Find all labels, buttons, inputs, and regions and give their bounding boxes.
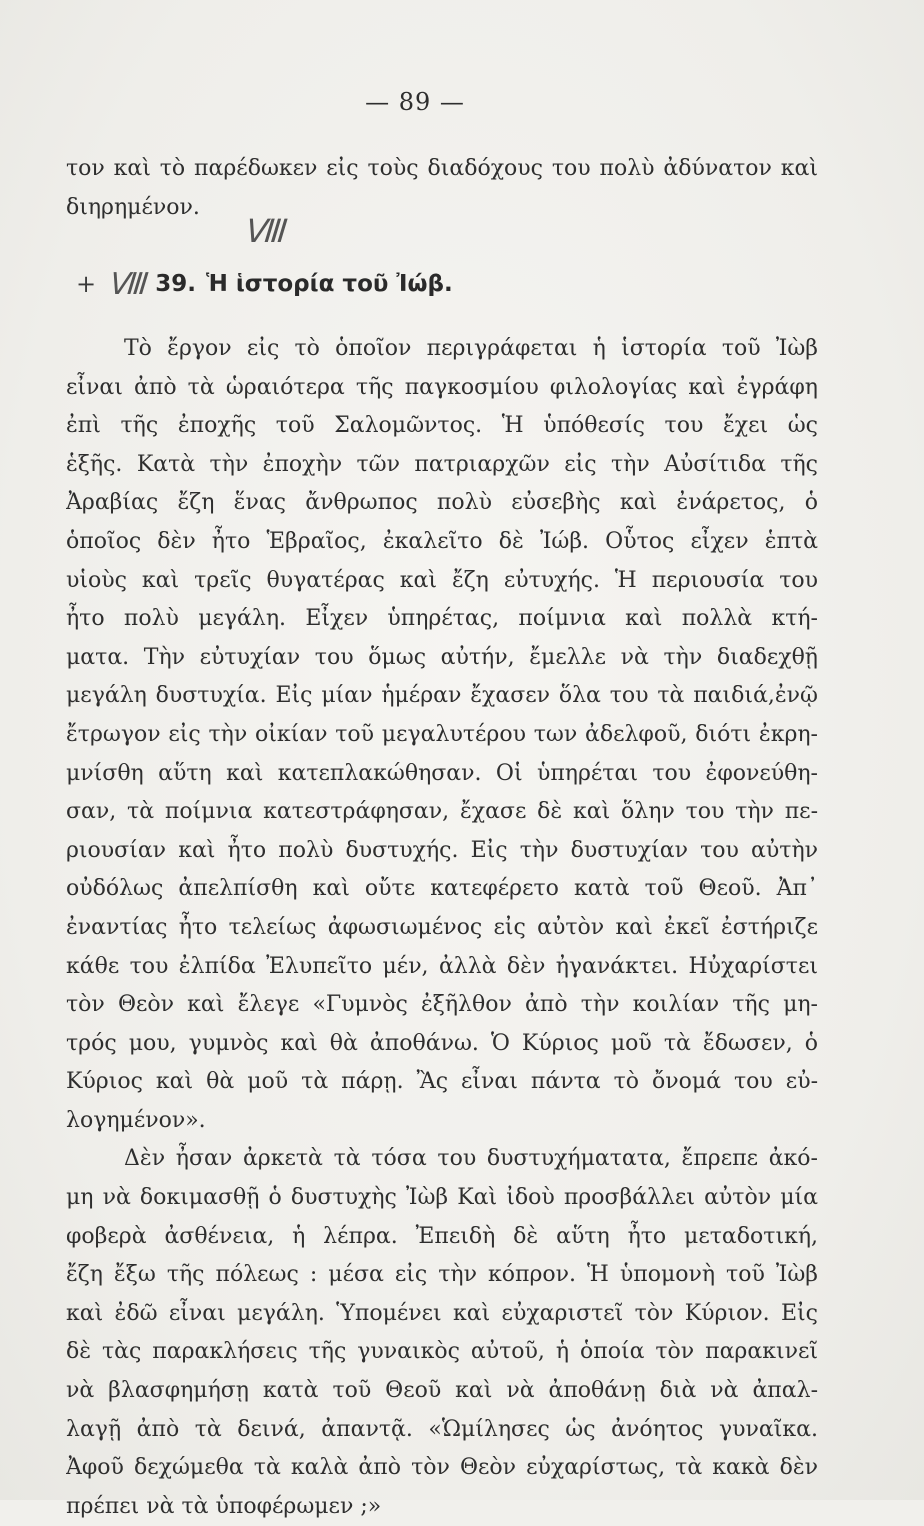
text-line: ἔτρωγον εἰς τὴν οἰκίαν τοῦ μεγαλυτέρου των ἀδελφοῦ, διότι ἐκρη- <box>66 721 818 747</box>
text-line: ἦτο πολὺ μεγάλη. Εἶχεν ὑπηρέτας, ποίμνια καὶ πολλὰ κτή- <box>66 606 818 632</box>
text-line: λογημένον». <box>66 1107 206 1133</box>
cross-mark: + <box>76 270 97 298</box>
section-number: 39. <box>155 271 196 297</box>
handwritten-margin-mark: VIII <box>244 212 287 250</box>
page-number: — 89 — <box>365 88 465 116</box>
paragraph <box>66 330 818 1140</box>
text-line: μεγάλη δυστυχία. Εἰς μίαν ἡμέραν ἔχασεν ὅλα του τὰ παιδιά,ἐνῷ <box>66 683 818 709</box>
text-line: ματα. Τὴν εὐτυχίαν του ὅμως αὐτήν, ἔμελλε νὰ τὴν διαδεχθῇ <box>66 644 818 670</box>
text-line: ριουσίαν καὶ ἦτο πολὺ δυστυχής. Εἰς τὴν δυστυχίαν του αὐτὴν <box>66 837 818 863</box>
text-line: πρέπει νὰ τὰ ὑποφέρωμεν ;» <box>66 1493 382 1519</box>
text-line: ἐναντίας ἦτο τελείως ἀφωσιωμένος εἰς αὐτὸν καὶ ἐκεῖ ἐστήριζε <box>66 914 818 940</box>
text-line: μη νὰ δοκιμασθῇ ὁ δυστυχὴς Ἰὼβ Καὶ ἰδοὺ προσβάλλει αὐτὸν μία <box>66 1185 818 1211</box>
text-line: δὲ τὰς παρακλήσεις τῆς γυναικὸς αὐτοῦ, ἡ ὁποία τὸν παρακινεῖ <box>66 1339 818 1365</box>
text-line: καὶ ἐδῶ εἶναι μεγάλη. Ὑπομένει καὶ εὐχαριστεῖ τὸν Κύριον. Εἰς <box>66 1300 818 1326</box>
text-line: Ἀφοῦ δεχώμεθα τὰ καλὰ ἀπὸ τὸν Θεὸν εὐχαρίστως, τὰ κακὰ δὲν <box>66 1455 818 1481</box>
paragraph <box>66 1140 818 1526</box>
text-line: διηρημένον. <box>66 194 200 220</box>
text-line: εἶναι ἀπὸ τὰ ὡραιότερα τῆς παγκοσμίου φιλολογίας καὶ ἐγράφη <box>66 374 818 400</box>
text-line: Ἀραβίας ἔζη ἕνας ἄνθρωπος πολὺ εὐσεβὴς καὶ ἐνάρετος, ὁ <box>66 490 818 516</box>
text-line: τὸν Θεὸν καὶ ἔλεγε «Γυμνὸς ἐξῆλθον ἀπὸ τὴν κοιλίαν τῆς μη- <box>66 992 818 1018</box>
body-text <box>66 330 818 1526</box>
text-line: ἐπὶ τῆς ἐποχῆς τοῦ Σαλομῶντος. Ἡ ὑπόθεσίς του ἔχει ὡς <box>66 413 818 439</box>
text-line: Τὸ ἔργον εἰς τὸ ὁποῖον περιγράφεται ἡ ἱστορία τοῦ Ἰὼβ <box>124 336 818 361</box>
text-line: υἱοὺς καὶ τρεῖς θυγατέρας καὶ ἔζη εὐτυχής. Ἡ περιουσία του <box>66 567 818 593</box>
text-line: μνίσθη αὕτη καὶ κατεπλακώθησαν. Οἱ ὑπηρέται του ἐφονεύθη- <box>66 760 818 786</box>
text-line: ἑξῆς. Κατὰ τὴν ἐποχὴν τῶν πατριαρχῶν εἰς τὴν Αὐσίτιδα τῆς <box>66 451 818 477</box>
text-line: λαγῇ ἀπὸ τὰ δεινά, ἀπαντᾷ. «Ὡμίλησες ὡς ἀνόητος γυναῖκα. <box>66 1416 818 1442</box>
text-line: Κύριος καὶ θὰ μοῦ τὰ πάρῃ. Ἂς εἶναι πάντα τὸ ὄνομά του εὐ- <box>66 1069 818 1095</box>
handwritten-section-number: VIII <box>108 266 148 302</box>
text-line: φοβερὰ ἀσθένεια, ἡ λέπρα. Ἐπειδὴ δὲ αὕτη ἦτο μεταδοτική, <box>66 1223 818 1249</box>
text-line: κάθε του ἐλπίδα Ἐλυπεῖτο μέν, ἀλλὰ δὲν ἠγανάκτει. Ηὐχαρίστει <box>66 953 818 979</box>
text-line: ὁποῖος δὲν ἦτο Ἑβραῖος, ἐκαλεῖτο δὲ Ἰώβ. Οὗτος εἶχεν ἑπτὰ <box>66 528 818 554</box>
section-title: Ἡ ἱστορία τοῦ Ἰώβ. <box>205 271 453 297</box>
text-line: τρός μου, γυμνὸς καὶ θὰ ἀποθάνω. Ὁ Κύριος μοῦ τὰ ἔδωσεν, ὁ <box>66 1030 818 1056</box>
text-line: νὰ βλασφημήσῃ κατὰ τοῦ Θεοῦ καὶ νὰ ἀποθάνῃ διὰ νὰ ἀπαλ- <box>66 1378 818 1404</box>
text-line: ἔζη ἔξω τῆς πόλεως : μέσα εἰς τὴν κόπρον. Ἡ ὑπομονὴ τοῦ Ἰὼβ <box>66 1262 818 1288</box>
text-line: Δὲν ἦσαν ἀρκετὰ τὰ τόσα του δυστυχήματατα, ἔπρεπε ἀκό- <box>124 1146 818 1172</box>
text-line: τον καὶ τὸ παρέδωκεν εἰς τοὺς διαδόχους του πολὺ ἀδύνατον καὶ <box>66 156 818 181</box>
section-heading-row <box>76 262 453 306</box>
opening-text <box>66 150 818 227</box>
text-line: οὐδόλως ἀπελπίσθη καὶ οὔτε κατεφέρετο κατὰ τοῦ Θεοῦ. Ἀπ᾿ <box>66 876 818 902</box>
text-line: σαν, τὰ ποίμνια κατεστράφησαν, ἔχασε δὲ καὶ ὅλην του τὴν πε- <box>66 799 818 825</box>
